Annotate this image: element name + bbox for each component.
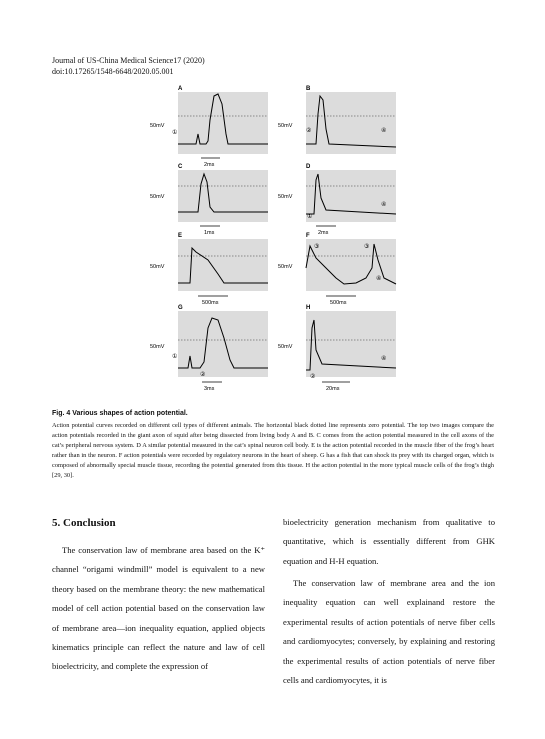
time-scale-label: 20ms	[326, 386, 340, 392]
marker: ③	[364, 244, 370, 250]
marker: ③	[314, 244, 320, 250]
panel-label: B	[306, 86, 311, 92]
y-scale-label: 50mV	[150, 344, 165, 350]
panel-a	[150, 86, 268, 168]
marker: ②	[200, 372, 206, 378]
time-scale-label: 3ms	[204, 386, 215, 392]
y-scale-label: 50mV	[278, 123, 293, 129]
marker: ④	[381, 128, 387, 134]
time-scale-label: 1ms	[204, 230, 215, 236]
figure-4	[148, 84, 398, 404]
time-scale-label: 500ms	[330, 300, 347, 306]
left-column-paragraph: The conservation law of membrane area based on the K⁺ channel “origami windmill” model is equivalent to a new theory based on the membrane theory: the new mathematical model of cell action potential based on the conservation law of membrane area—ion inequality equation, applied objects kinematics principle can reflect the nature and law of cell bioelectricity, and complete the expression of	[52, 545, 265, 672]
time-scale-label: 2ms	[204, 162, 215, 168]
journal-title: Journal of US-China Medical Science17 (2020)	[52, 56, 205, 65]
section-heading: 5. Conclusion	[52, 517, 116, 529]
marker: ①	[172, 354, 178, 360]
marker: ②	[306, 128, 312, 134]
marker: ④	[381, 202, 387, 208]
marker: ④	[381, 356, 387, 362]
panel-c	[150, 164, 268, 236]
panel-label: C	[178, 164, 183, 170]
time-scale-label: 2ms	[318, 230, 329, 236]
y-scale-label: 50mV	[278, 194, 293, 200]
panel-label: G	[178, 305, 183, 311]
panel-label: D	[306, 164, 311, 170]
panel-h	[278, 305, 396, 392]
panel-label: H	[306, 305, 311, 311]
journal-header	[52, 55, 205, 77]
marker: ①	[307, 214, 313, 220]
y-scale-label: 50mV	[150, 123, 165, 129]
time-scale-label: 500ms	[202, 300, 219, 306]
panel-b	[278, 86, 396, 154]
y-scale-label: 50mV	[150, 194, 165, 200]
right-column-paragraph-1: bioelectricity generation mechanism from qualitative to quantitative, which is essentially different from GHK equation and H-H equation.	[283, 517, 495, 566]
panel-label: E	[178, 233, 183, 239]
y-scale-label: 50mV	[278, 344, 293, 350]
y-scale-label: 50mV	[150, 264, 165, 270]
figure-caption: Action potential curves recorded on different cell types of different animals. The horizontal black dotted line represents zero potential. The top two images compare the action potentials recorded in the giant axon of squid after being dissected from living body A and B. C comes from the action potential measured in the cell axons of the cat’s peripheral nervous system. D A similar potential measured in the cat’s spinal neuron cell body. E is the action potential recorded in the muscle fiber of the frog’s heart rather than in the neuron. F action potentials were recorded by regulatory neurons in the heart of sheep. G has a fish that can shock its prey with its charged organ, which is composed of abnormally special muscle tissue, recording the potential generated from this tissue. H the action potential in the more typical muscle cells of the frog’s thigh [29, 30].	[52, 422, 494, 479]
figure-caption-title: Fig. 4 Various shapes of action potential.	[52, 410, 188, 417]
marker: ②	[310, 374, 316, 380]
marker: ①	[172, 130, 178, 136]
panel-label: A	[178, 86, 183, 92]
panel-e	[150, 233, 268, 306]
y-scale-label: 50mV	[278, 264, 293, 270]
marker: ④	[376, 276, 382, 282]
panel-g	[150, 305, 268, 392]
panel-label: F	[306, 233, 310, 239]
panel-f	[278, 233, 396, 306]
right-column-paragraph-2: The conservation law of membrane area and the ion inequality equation can well explainand restore the experimental results of action potentials of nerve fiber cells and cardiomyocytes; conversely, by explaining and restoring the experimental results of action potentials of nerve fiber cells and cardiomyocytes, it is	[283, 578, 495, 686]
doi-line: doi:10.17265/1548-6648/2020.05.001	[52, 67, 174, 76]
panel-d	[278, 164, 396, 236]
